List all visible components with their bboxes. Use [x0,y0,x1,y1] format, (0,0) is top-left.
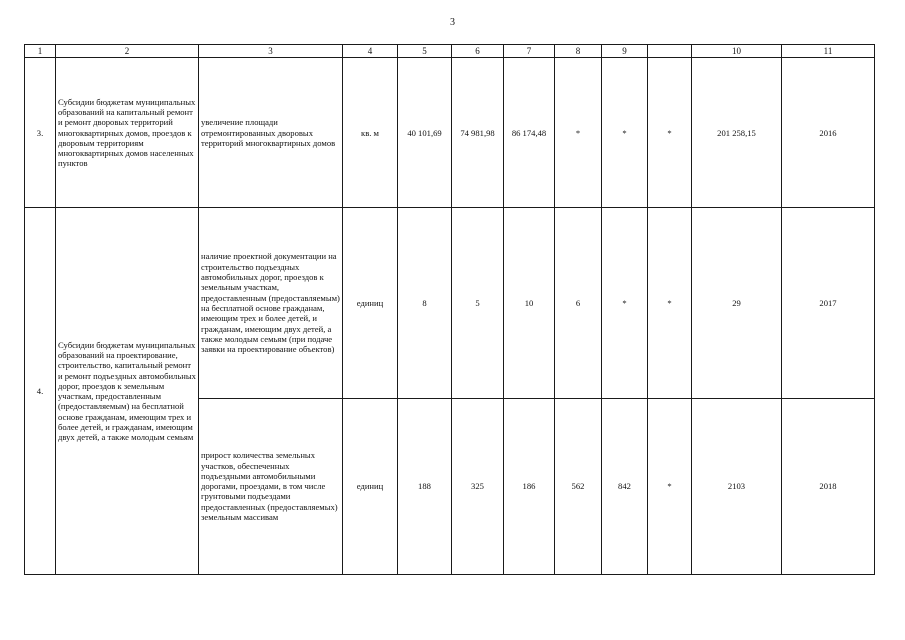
unit: единиц [343,208,398,398]
column-header: 9 [602,45,648,58]
value-cell: 186 [504,398,555,574]
column-header: 7 [504,45,555,58]
column-header: 2 [56,45,199,58]
value-cell: * [648,58,692,208]
value-cell: 6 [555,208,602,398]
column-header: 10 [692,45,782,58]
indicator-name: прирост количества земельных участков, обеспеченных подъездными автомобильными дорогами, проездами, в том числе грунтовыми подъездами предоставленных (предоставляемых) земельным массивам [199,398,343,574]
column-header: 3 [199,45,343,58]
column-header: 5 [398,45,452,58]
total-value: 2103 [692,398,782,574]
value-cell: * [602,58,648,208]
value-cell: * [648,208,692,398]
column-header: 4 [343,45,398,58]
row-number: 4. [25,208,56,575]
value-cell: 8 [398,208,452,398]
indicator-name: наличие проектной документации на строительство подъездных автомобильных дорог, проездов к земельным участкам, предоставленным (предоставляемым) на бесплатной основе гражданам, имеющим трех и более детей, и гражданам, имеющим двух детей, а также молодым семьям (при подаче заявки на проектирование объектов) [199,208,343,398]
column-header [648,45,692,58]
value-cell: 40 101,69 [398,58,452,208]
value-cell: * [648,398,692,574]
unit: кв. м [343,58,398,208]
table-row [25,58,875,208]
row-number: 3. [25,58,56,208]
measure-name: Субсидии бюджетам муниципальных образований на проектирование, строительство, капитальный ремонт и ремонт подъездных автомобильных дорог, проездов к земельным участкам, предоставленным (предоставляемым) на бесплатной основе гражданам, имеющим трех и более детей, и гражданам, имеющим двух детей, а также молодым семьям [56,208,199,575]
value-cell: 10 [504,208,555,398]
measure-name: Субсидии бюджетам муниципальных образований на капитальный ремонт и ремонт дворовых территорий многоквартирных домов, проездов к дворовым территориям многоквартирных домов населенных пунктов [56,58,199,208]
year-cell: 2016 [782,58,875,208]
table-row [25,208,875,398]
value-cell: 86 174,48 [504,58,555,208]
column-header-row [25,45,875,58]
value-cell: 325 [452,398,504,574]
total-value: 201 258,15 [692,58,782,208]
page-number: 3 [450,17,455,28]
column-header: 11 [782,45,875,58]
column-header: 1 [25,45,56,58]
value-cell: 842 [602,398,648,574]
indicator-name: увеличение площади отремонтированных дворовых территорий многоквартирных домов [199,58,343,208]
year-cell: 2017 [782,208,875,398]
unit: единиц [343,398,398,574]
value-cell: 74 981,98 [452,58,504,208]
value-cell: 5 [452,208,504,398]
column-header: 6 [452,45,504,58]
value-cell: 188 [398,398,452,574]
value-cell: 562 [555,398,602,574]
value-cell: * [555,58,602,208]
value-cell: * [602,208,648,398]
column-header: 8 [555,45,602,58]
year-cell: 2018 [782,398,875,574]
indicators-table [24,44,875,575]
total-value: 29 [692,208,782,398]
